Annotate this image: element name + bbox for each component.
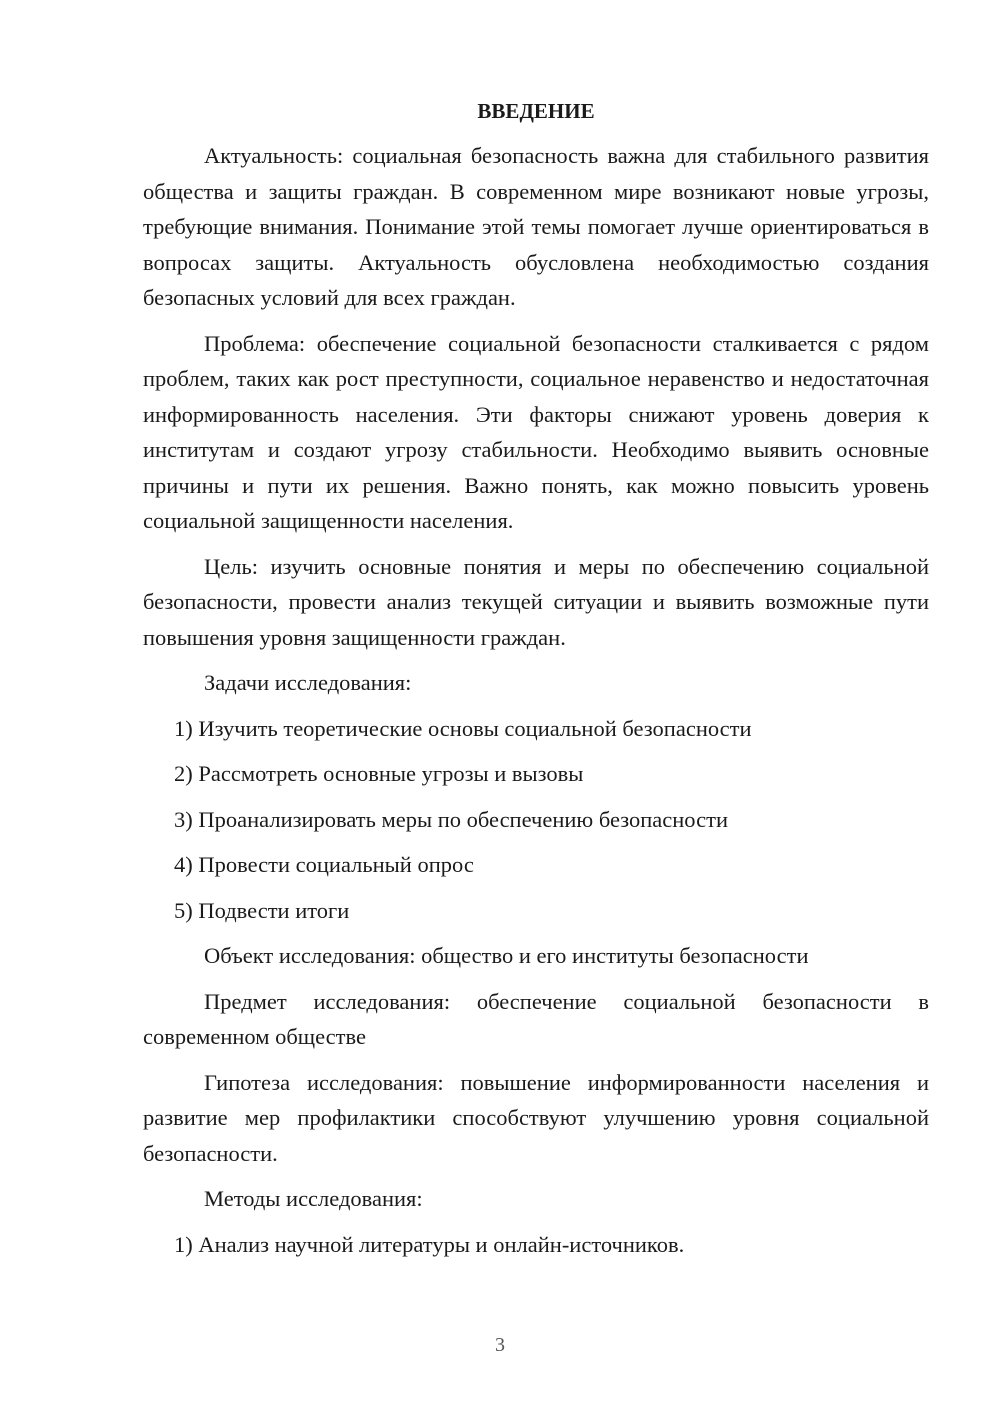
list-item-text: Проанализировать меры по обеспечению безопасности	[198, 806, 728, 832]
subject-paragraph: Предмет исследования: обеспечение социальной безопасности в современном обществе	[143, 988, 929, 1049]
goal-paragraph: Цель: изучить основные понятия и меры по обеспечению социальной безопасности, провести анализ текущей ситуации и выявить возможные пути повышения уровня защищенности граждан.	[143, 553, 929, 650]
list-item-text: Изучить теоретические основы социальной безопасности	[198, 715, 752, 741]
page-number: 3	[495, 1334, 505, 1356]
list-item	[143, 893, 929, 929]
list-item	[143, 756, 929, 792]
hypothesis-paragraph: Гипотеза исследования: повышение информированности населения и развитие мер профилактики способствуют улучшению уровня социальной безопасности.	[143, 1069, 929, 1166]
list-item-number: 2)	[174, 761, 193, 786]
document-page	[143, 96, 929, 1272]
methods-heading: Методы исследования:	[204, 1186, 423, 1211]
tasks-heading: Задачи исследования:	[204, 670, 412, 695]
methods-list	[143, 1227, 929, 1263]
list-item-number: 5)	[174, 897, 193, 923]
list-item-text: Подвести итоги	[198, 897, 350, 923]
list-item	[143, 711, 929, 747]
list-item	[143, 1227, 929, 1263]
list-item-text: Провести социальный опрос	[198, 852, 474, 877]
list-item-text: Рассмотреть основные угрозы и вызовы	[198, 761, 584, 786]
list-item-number: 1)	[174, 1231, 193, 1257]
list-item-number: 4)	[174, 852, 193, 877]
relevance-paragraph: Актуальность: социальная безопасность важна для стабильного развития общества и защиты граждан. В современном мире возникают новые угрозы, требующие внимания. Понимание этой темы помогает лучше ориентироваться в вопросах защиты. Актуальность обусловлена необходимостью создания безопасных условий для всех граждан.	[143, 143, 929, 310]
object-paragraph: Объект исследования: общество и его институты безопасности	[204, 943, 809, 968]
list-item	[143, 847, 929, 883]
problem-paragraph: Проблема: обеспечение социальной безопасности сталкивается с рядом проблем, таких как рост преступности, социальное неравенство и недостаточная информированность населения. Эти факторы снижают уровень доверия к институтам и создают угрозу стабильности. Необходимо выявить основные причины и пути их решения. Важно понять, как можно повысить уровень социальной защищенности населения.	[143, 330, 929, 533]
list-item-number: 3)	[174, 806, 193, 832]
list-item-text: Анализ научной литературы и онлайн-источников.	[198, 1231, 685, 1257]
tasks-list	[143, 711, 929, 929]
page-title: ВВЕДЕНИЕ	[477, 99, 595, 123]
list-item	[143, 802, 929, 838]
list-item-number: 1)	[174, 715, 193, 741]
